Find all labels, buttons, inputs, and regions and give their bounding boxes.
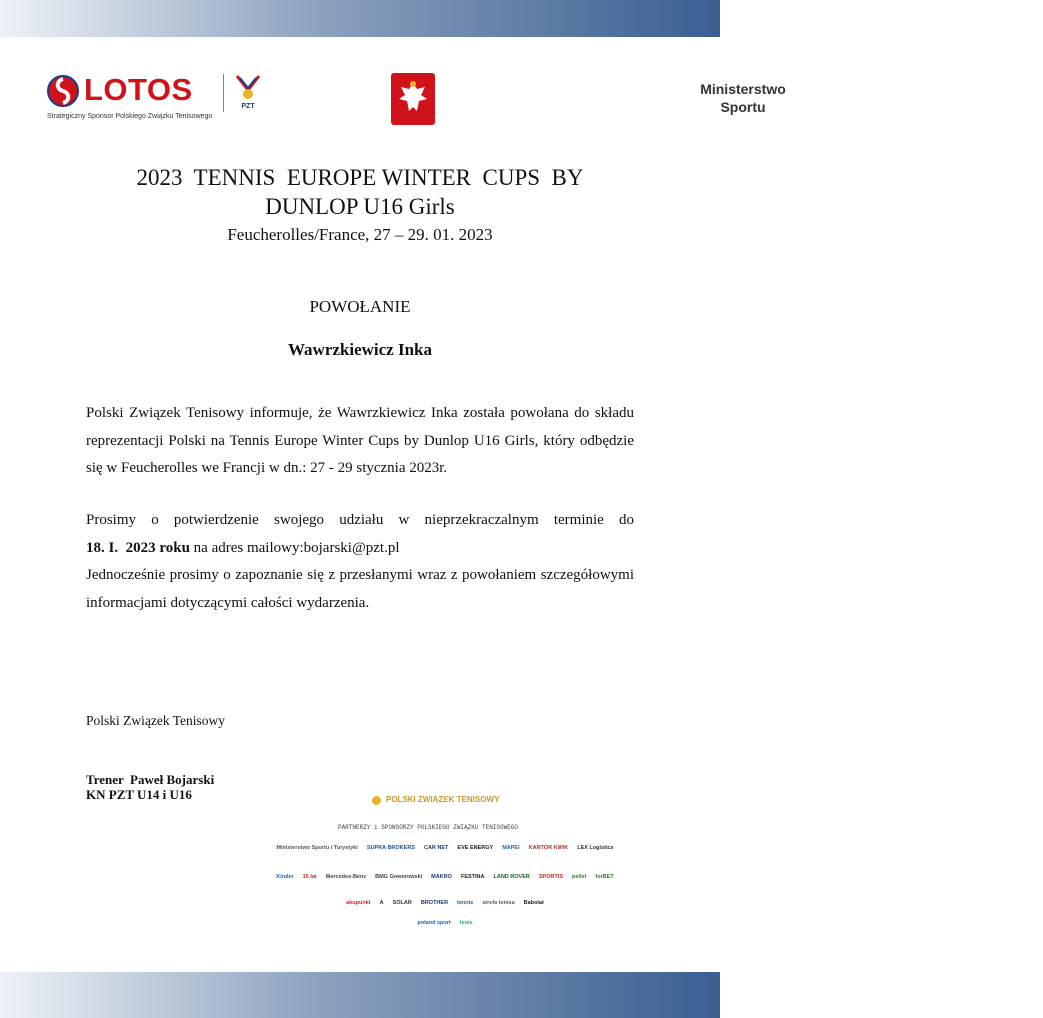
sponsor-logo: BMG Goworowski — [375, 874, 423, 880]
sponsor-logo: strefa tenisa — [482, 900, 515, 906]
sponsor-logo: SOLAR — [392, 900, 412, 906]
ministry-line1: Ministerstwo — [700, 81, 786, 97]
sponsors-org-name: POLSKI ZWIĄZEK TENISOWY — [386, 795, 500, 804]
sponsor-row-2 — [270, 874, 620, 880]
lotos-logo — [47, 72, 255, 124]
sponsor-logo: MAKRO — [431, 874, 452, 880]
sponsor-logo: poland sport — [417, 920, 451, 926]
sponsor-logo: SPORTIS — [538, 874, 564, 880]
confirmation-email-text: na adres mailowy:bojarski@pzt.pl — [189, 539, 400, 556]
sponsor-logo: 15 lat — [302, 874, 317, 880]
sponsors-subheading: PARTNERZY i SPONSORZY POLSKIEGO ZWIĄZKU TENISOWEGO — [338, 824, 519, 831]
sponsor-logo: Kinder — [276, 874, 294, 880]
event-location-date: Feucherolles/France, 27 – 29. 01. 2023 — [227, 225, 493, 244]
pzt-text: PZT — [241, 103, 255, 110]
sponsor-logo: MAPEI — [502, 845, 520, 851]
sponsor-row-1 — [270, 845, 620, 851]
sponsor-logo: KANTOR KWIK — [528, 845, 569, 851]
signature-coach — [86, 772, 214, 802]
top-decor-band — [0, 0, 720, 37]
player-name: Wawrzkiewicz Inka — [287, 340, 433, 359]
bottom-decor-band — [0, 972, 720, 1018]
logo-divider — [223, 74, 224, 112]
sponsors-panel — [270, 790, 620, 940]
sponsor-logo: BROTHER — [420, 900, 449, 906]
document-title-line2: DUNLOP U16 Girls — [265, 194, 455, 219]
confirmation-text-start: Prosimy o potwierdzenie swojego udziału w nieprzekraczalnym terminie do — [86, 512, 634, 528]
polish-eagle-icon — [391, 73, 435, 125]
pzt-logo-icon — [233, 72, 263, 110]
sponsor-logo: SUPRA BROKERS — [366, 845, 415, 851]
coach-role: KN PZT U14 i U16 — [86, 787, 192, 802]
sponsor-logo: Mercedes-Benz — [325, 874, 367, 880]
sponsor-logo: akupunkt — [346, 900, 371, 906]
lotos-icon — [47, 75, 79, 107]
sponsor-logo: Ministerstwo Sportu i Turystyki — [276, 845, 358, 851]
paragraph-info-request: Jednocześnie prosimy o zapoznanie się z przesłanymi wraz z powołaniem szczegółowymi informacjami dotyczącymi całości wydarzenia. — [86, 567, 634, 611]
sponsor-logo: tennis — [457, 900, 474, 906]
lotos-tagline: Strategiczny Sponsor Polskiego Związku Tenisowego — [47, 113, 213, 120]
sponsor-logo: forBET — [595, 874, 614, 880]
ministry-name — [443, 80, 1043, 116]
sponsor-logo: LAND ROVER — [493, 874, 530, 880]
document-heading: POWOŁANIE — [309, 297, 411, 316]
sponsor-logo: pellet — [572, 874, 587, 880]
sponsor-logo: FESTINA — [460, 874, 485, 880]
sponsor-logo: A — [379, 900, 384, 906]
sponsor-row-3 — [270, 900, 620, 906]
deadline-date: 18. I. 2023 roku — [86, 539, 190, 556]
sponsor-logo: LEX Logistics — [577, 845, 614, 851]
sponsor-logo: EVE ENERGY — [457, 845, 494, 851]
document-title-line1: 2023 TENNIS EUROPE WINTER CUPS BY — [136, 165, 584, 190]
paragraph-announcement: Polski Związek Tenisowy informuje, że Wawrzkiewicz Inka została powołana do składu reprezentacji Polski na Tennis Europe Winter Cups by Dunlop U16 Girls, który odbędzie się w Feucherolles we Francji w dn.: 27 - 29 stycznia 2023r. — [86, 405, 634, 476]
sponsor-logo: Babolat — [523, 900, 544, 906]
ministry-line2: Sportu — [720, 99, 766, 115]
lotos-wordmark: LOTOS — [84, 72, 193, 107]
sponsor-logo: tenis — [459, 920, 473, 926]
coach-name: Trener Paweł Bojarski — [86, 772, 215, 787]
sponsor-logo: CAR NET — [423, 845, 449, 851]
tennis-ball-icon — [372, 796, 381, 805]
paragraph-confirmation — [86, 507, 634, 617]
signature-organization: Polski Związek Tenisowy — [86, 713, 226, 728]
sponsor-row-4 — [270, 920, 620, 926]
